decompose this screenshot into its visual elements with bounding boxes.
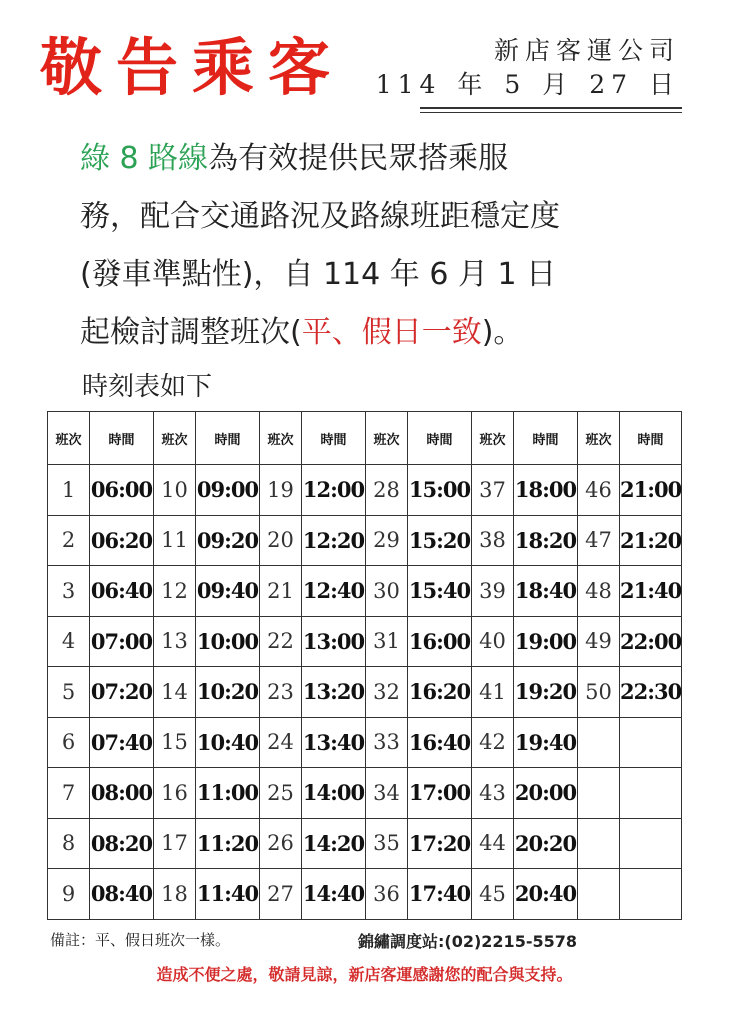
dispatch-station-phone: 錦繡調度站:(02)2215-5578: [358, 932, 577, 951]
trip-number: 8: [48, 818, 90, 869]
trip-number: 40: [472, 616, 514, 667]
trip-number: [578, 768, 620, 819]
trip-number: 17: [154, 818, 196, 869]
departure-time: 15:40: [408, 566, 472, 617]
trip-number: 35: [366, 818, 408, 869]
table-row: [48, 818, 682, 869]
departure-time: 20:40: [514, 869, 578, 920]
departure-time: 07:20: [90, 667, 154, 718]
trip-number: 41: [472, 667, 514, 718]
departure-time: 21:20: [620, 515, 682, 566]
departure-time: 22:00: [620, 616, 682, 667]
table-row: [48, 717, 682, 768]
table-row: [48, 768, 682, 819]
departure-time: 15:20: [408, 515, 472, 566]
header-time: 時間: [196, 412, 260, 465]
trip-number: 34: [366, 768, 408, 819]
header-trip-no: 班次: [472, 412, 514, 465]
trip-number: 6: [48, 717, 90, 768]
header-time: 時間: [302, 412, 366, 465]
departure-time: 10:00: [196, 616, 260, 667]
departure-time: 21:00: [620, 465, 682, 516]
departure-time: 18:00: [514, 465, 578, 516]
table-row: [48, 869, 682, 920]
departure-time: 13:20: [302, 667, 366, 718]
trip-number: 24: [260, 717, 302, 768]
apology-message: 造成不便之處，敬請見諒，新店客運感謝您的配合與支持。: [156, 965, 573, 984]
notice-text-1: 為有效提供民眾搭乘服: [208, 141, 509, 176]
header-divider: [420, 107, 682, 109]
timetable: [47, 411, 682, 920]
trip-number: [578, 717, 620, 768]
trip-number: 42: [472, 717, 514, 768]
trip-number: 26: [260, 818, 302, 869]
departure-time: 08:40: [90, 869, 154, 920]
notice-emphasis: 平、假日一致: [301, 315, 482, 350]
date-year: 114: [375, 70, 442, 99]
departure-time: 13:40: [302, 717, 366, 768]
departure-time: 18:20: [514, 515, 578, 566]
date-year-unit: 年: [457, 70, 489, 99]
trip-number: 16: [154, 768, 196, 819]
trip-number: 4: [48, 616, 90, 667]
timetable-body: [48, 465, 682, 920]
trip-number: 21: [260, 566, 302, 617]
departure-time: 16:00: [408, 616, 472, 667]
trip-number: 23: [260, 667, 302, 718]
notice-header: [40, 28, 680, 108]
departure-time: 14:40: [302, 869, 366, 920]
departure-time: 07:40: [90, 717, 154, 768]
trip-number: 47: [578, 515, 620, 566]
departure-time: 16:20: [408, 667, 472, 718]
departure-time: 14:20: [302, 818, 366, 869]
trip-number: 13: [154, 616, 196, 667]
trip-number: 32: [366, 667, 408, 718]
departure-time: 08:00: [90, 768, 154, 819]
trip-number: 10: [154, 465, 196, 516]
remark-note: 備註：平、假日班次一樣。: [50, 931, 231, 949]
trip-number: 30: [366, 566, 408, 617]
trip-number: 44: [472, 818, 514, 869]
departure-time: 13:00: [302, 616, 366, 667]
trip-number: 14: [154, 667, 196, 718]
trip-number: 48: [578, 566, 620, 617]
trip-number: 27: [260, 869, 302, 920]
trip-number: 38: [472, 515, 514, 566]
notice-line-1: [80, 130, 700, 188]
table-row: [48, 465, 682, 516]
header-divider-thin: [420, 112, 682, 113]
table-row: [48, 667, 682, 718]
header-trip-no: 班次: [578, 412, 620, 465]
table-row: [48, 616, 682, 667]
effective-year-unit: 年: [389, 257, 420, 292]
table-row: [48, 515, 682, 566]
trip-number: 7: [48, 768, 90, 819]
departure-time: 09:40: [196, 566, 260, 617]
trip-number: 46: [578, 465, 620, 516]
table-row: [48, 566, 682, 617]
trip-number: 5: [48, 667, 90, 718]
trip-number: 1: [48, 465, 90, 516]
departure-time: 11:20: [196, 818, 260, 869]
departure-time: 17:20: [408, 818, 472, 869]
effective-day-unit: 日: [526, 257, 557, 292]
notice-date: [374, 68, 680, 102]
trip-number: [578, 818, 620, 869]
notice-text-4b: )。: [481, 315, 524, 350]
departure-time: 08:20: [90, 818, 154, 869]
header-time: 時間: [514, 412, 578, 465]
departure-time: 06:20: [90, 515, 154, 566]
date-month: 5: [504, 70, 527, 99]
trip-number: 43: [472, 768, 514, 819]
trip-number: 20: [260, 515, 302, 566]
trip-number: 37: [472, 465, 514, 516]
departure-time: 19:00: [514, 616, 578, 667]
departure-time: 16:40: [408, 717, 472, 768]
trip-number: 29: [366, 515, 408, 566]
departure-time: [620, 818, 682, 869]
trip-number: 18: [154, 869, 196, 920]
trip-number: 15: [154, 717, 196, 768]
effective-month: 6: [429, 257, 449, 292]
trip-number: 45: [472, 869, 514, 920]
departure-time: 11:40: [196, 869, 260, 920]
header-trip-no: 班次: [366, 412, 408, 465]
header-trip-no: 班次: [48, 412, 90, 465]
company-name: 新店客運公司: [493, 36, 680, 65]
trip-number: 33: [366, 717, 408, 768]
trip-number: 50: [578, 667, 620, 718]
header-time: 時間: [620, 412, 682, 465]
header-trip-no: 班次: [260, 412, 302, 465]
trip-number: 28: [366, 465, 408, 516]
departure-time: 09:20: [196, 515, 260, 566]
timetable-caption: 時刻表如下: [82, 372, 213, 402]
trip-number: 22: [260, 616, 302, 667]
trip-number: 12: [154, 566, 196, 617]
trip-number: 49: [578, 616, 620, 667]
trip-number: 11: [154, 515, 196, 566]
notice-line-2: 務，配合交通路況及路線班距穩定度: [80, 199, 560, 234]
trip-number: 9: [48, 869, 90, 920]
notice-line-3: [80, 246, 700, 304]
departure-time: 14:00: [302, 768, 366, 819]
departure-time: [620, 768, 682, 819]
departure-time: 06:40: [90, 566, 154, 617]
departure-time: 11:00: [196, 768, 260, 819]
departure-time: 18:40: [514, 566, 578, 617]
departure-time: 19:40: [514, 717, 578, 768]
departure-time: 12:20: [302, 515, 366, 566]
date-day-unit: 日: [648, 70, 680, 99]
timetable-header-row: [48, 412, 682, 465]
departure-time: 10:20: [196, 667, 260, 718]
page-title: 敬告乘客: [40, 31, 345, 104]
trip-number: [578, 869, 620, 920]
trip-number: 25: [260, 768, 302, 819]
departure-time: 10:40: [196, 717, 260, 768]
route-name: 綠 8 路線: [80, 141, 209, 176]
departure-time: 19:20: [514, 667, 578, 718]
departure-time: 17:40: [408, 869, 472, 920]
departure-time: 21:40: [620, 566, 682, 617]
header-trip-no: 班次: [154, 412, 196, 465]
departure-time: 20:20: [514, 818, 578, 869]
effective-day: 1: [497, 257, 517, 292]
trip-number: 36: [366, 869, 408, 920]
company-info: [374, 34, 680, 102]
trip-number: 3: [48, 566, 90, 617]
trip-number: 39: [472, 566, 514, 617]
departure-time: [620, 869, 682, 920]
trip-number: 19: [260, 465, 302, 516]
date-month-unit: 月: [542, 70, 574, 99]
departure-time: 20:00: [514, 768, 578, 819]
departure-time: 06:00: [90, 465, 154, 516]
date-day: 27: [589, 70, 634, 99]
departure-time: [620, 717, 682, 768]
departure-time: 15:00: [408, 465, 472, 516]
departure-time: 12:40: [302, 566, 366, 617]
departure-time: 17:00: [408, 768, 472, 819]
trip-number: 31: [366, 616, 408, 667]
effective-month-unit: 月: [457, 257, 488, 292]
notice-line-4: [80, 304, 700, 362]
departure-time: 22:30: [620, 667, 682, 718]
departure-time: 09:00: [196, 465, 260, 516]
notice-text-4a: 起檢討調整班次(: [80, 315, 302, 350]
trip-number: 2: [48, 515, 90, 566]
notice-body: [80, 130, 700, 362]
departure-time: 07:00: [90, 616, 154, 667]
header-time: 時間: [408, 412, 472, 465]
header-time: 時間: [90, 412, 154, 465]
departure-time: 12:00: [302, 465, 366, 516]
effective-year: 114: [322, 257, 381, 292]
notice-text-3a: (發車準點性)，自: [80, 257, 314, 292]
